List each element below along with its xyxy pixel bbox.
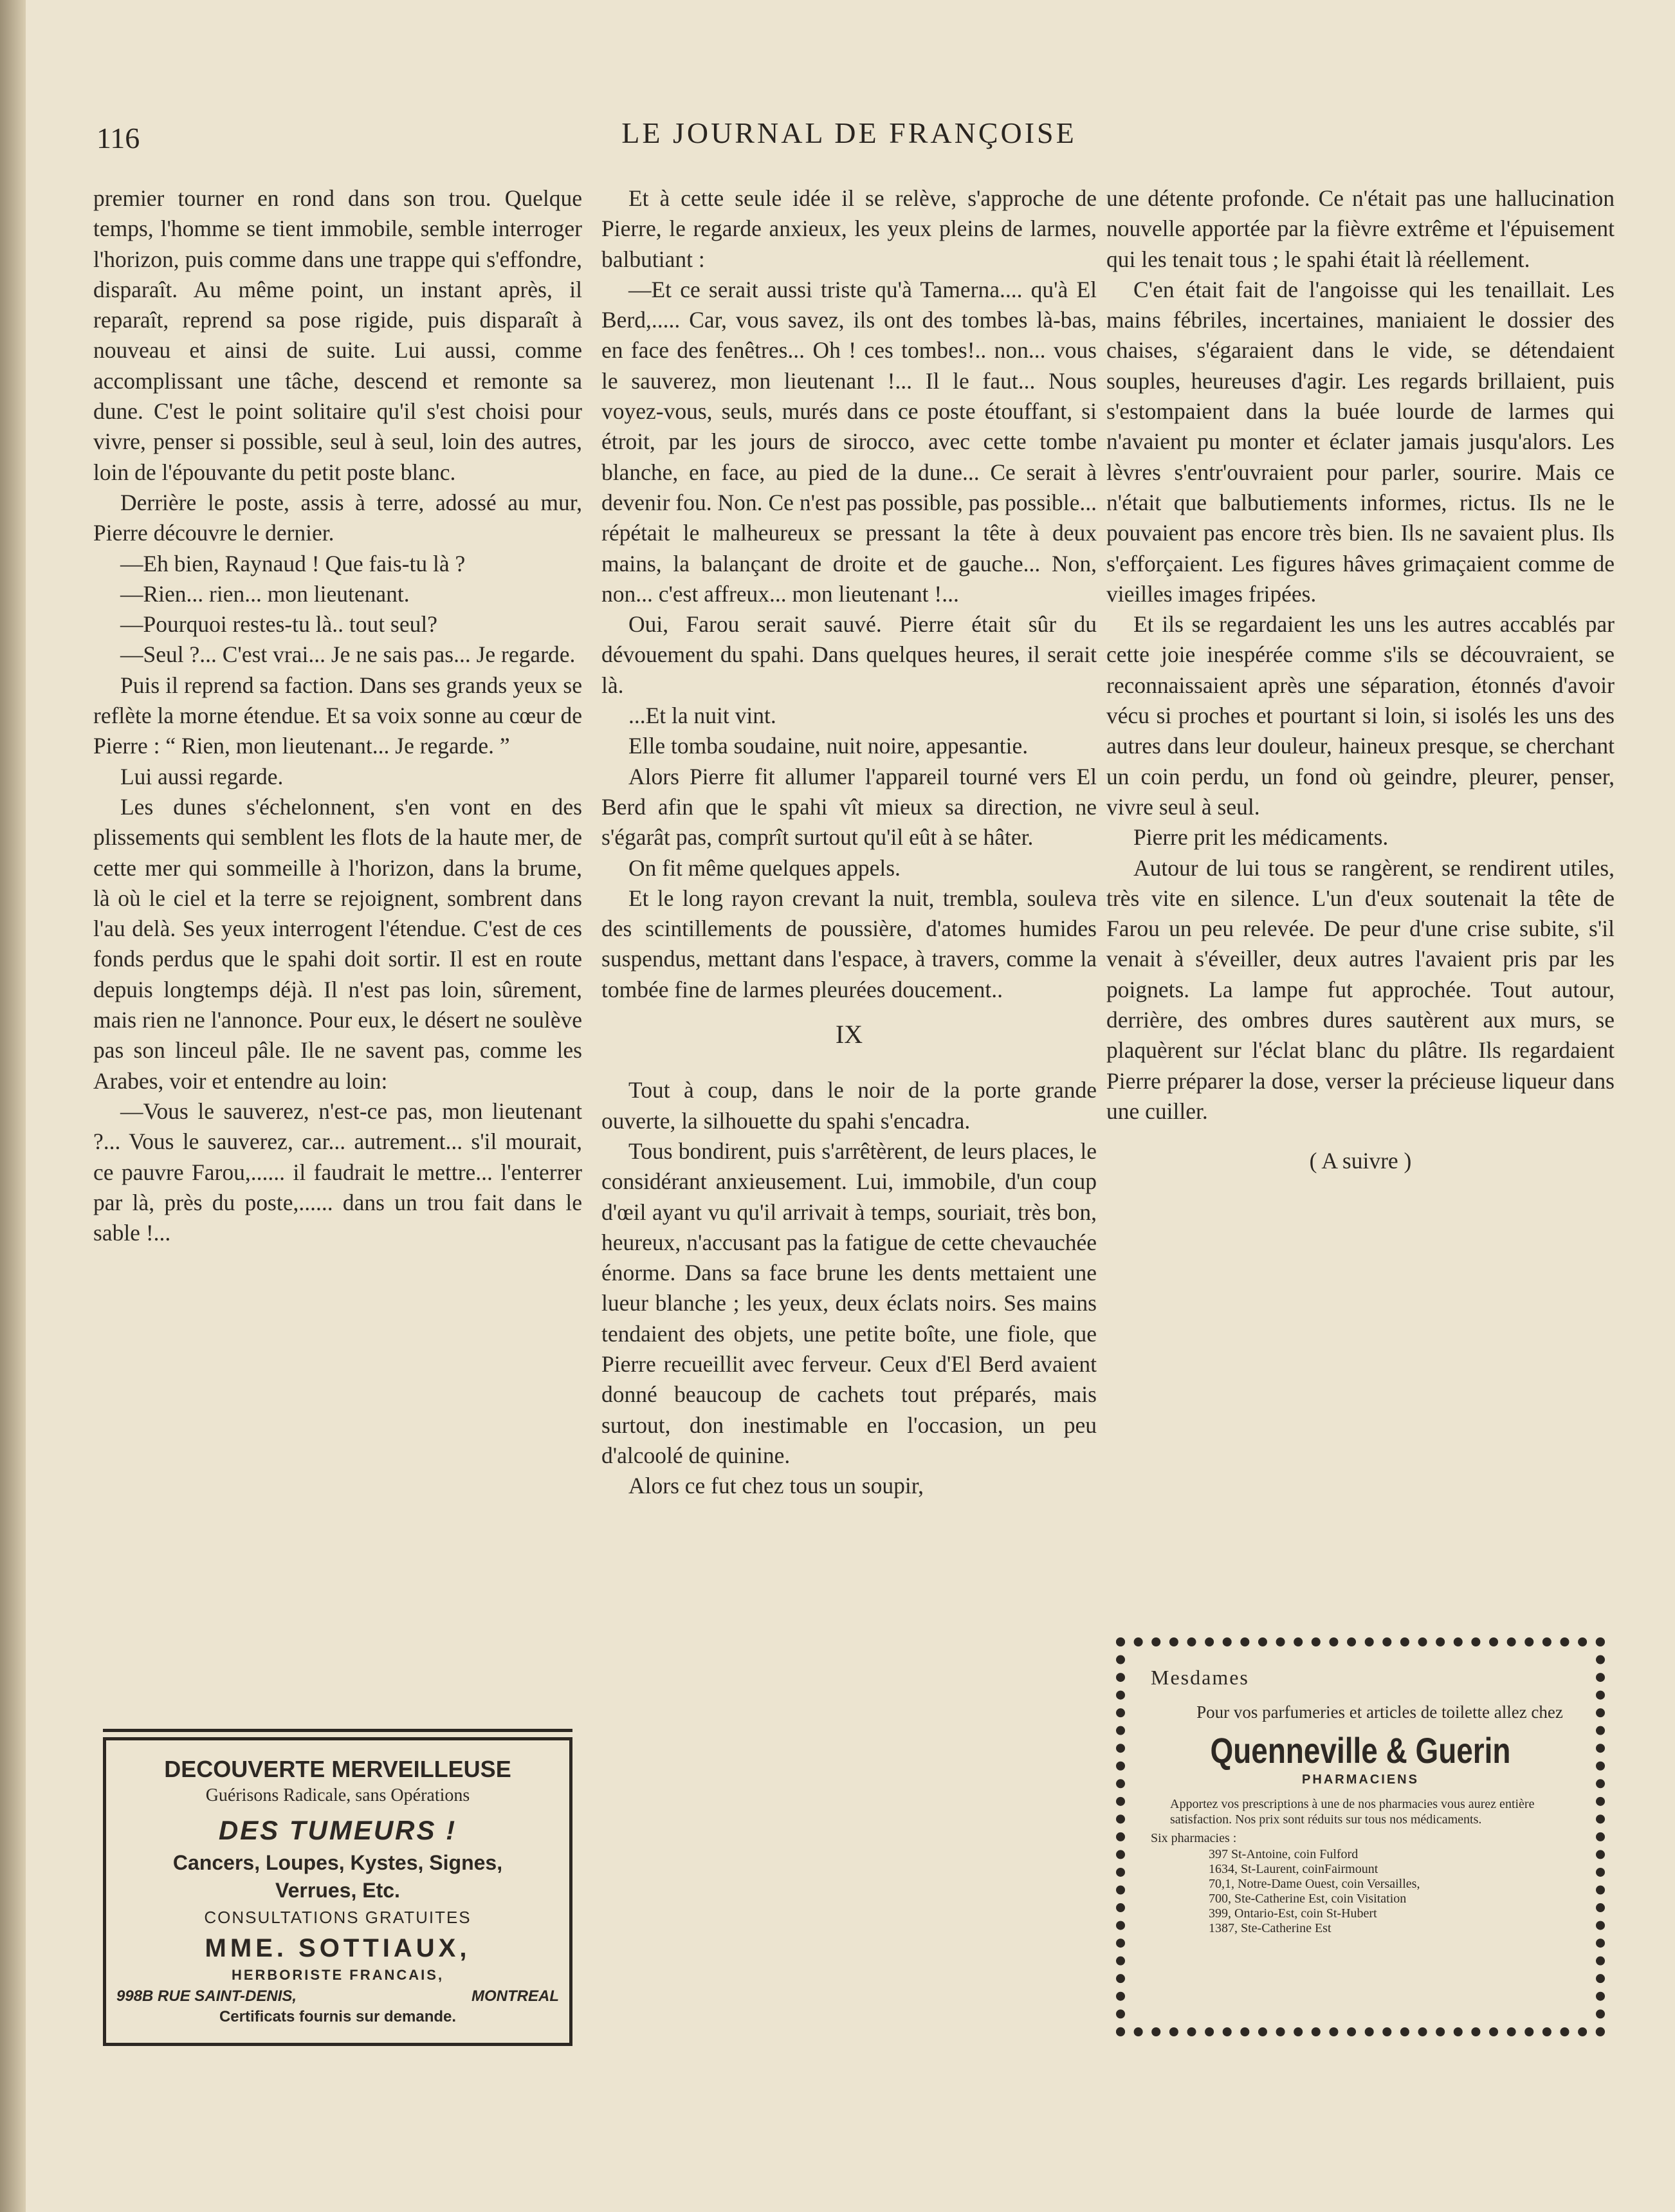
ad-name: MME. SOTTIAUX, bbox=[205, 1934, 471, 1962]
ad-city: MONTREAL bbox=[471, 1987, 559, 2005]
ad-locations bbox=[1151, 1847, 1570, 1936]
paragraph: Et à cette seule idée il se relève, s'approche de Pierre, le regarde anxieux, les yeux pleins de larmes, balbutiant : bbox=[601, 185, 1097, 272]
ad-mesdames: Mesdames bbox=[1151, 1666, 1249, 1689]
ad-address-row bbox=[116, 1987, 559, 2005]
paragraph: Et le long rayon crevant la nuit, trembla, souleva des scintillements de poussière, d'atomes humides suspendus, mettant dans l'espace, à travers, comme la tombée fine de larmes pleurées doucement.. bbox=[601, 885, 1097, 1002]
advertisement-sottiaux bbox=[103, 1737, 572, 2046]
list-item: 397 St-Antoine, coin Fulford bbox=[1209, 1847, 1359, 1861]
page-gutter bbox=[0, 0, 26, 2212]
ad-pharmaciens: PHARMACIENS bbox=[1302, 1773, 1419, 1787]
advertisement-quenneville bbox=[1116, 1637, 1605, 2036]
ad-brand: Quenneville & Guerin bbox=[1210, 1730, 1511, 1771]
list-item: 1387, Ste-Catherine Est bbox=[1209, 1921, 1332, 1935]
ad-consultations: CONSULTATIONS GRATUITES bbox=[204, 1908, 471, 1927]
paragraph: une détente profonde. Ce n'était pas une hallucination nouvelle apportée par la fièvre extrême et l'épuisement qui les tenait tous ; le spahi était là réellement. bbox=[1106, 185, 1615, 272]
paragraph: Derrière le poste, assis à terre, adossé au mur, Pierre découvre le dernier. bbox=[93, 489, 582, 546]
journal-title: LE JOURNAL DE FRANÇOISE bbox=[621, 116, 1077, 149]
paragraph: Et ils se regardaient les uns les autres accablés par cette joie inespérée comme s'ils se découvraient, se reconnaissaient après une séparation, étonnés d'avoir vécu si proches et pourtant si loin, si isolés les uns des autres dans leur douleur, haineux presque, se cherchant un coin perdu, un fond où geindre, pleurer, penser, vivre seul à seul. bbox=[1106, 611, 1615, 820]
paragraph: ...Et la nuit vint. bbox=[628, 703, 776, 729]
paragraph: Tout à coup, dans le noir de la porte grande ouverte, la silhouette du spahi s'encadra. bbox=[601, 1077, 1097, 1134]
ad-conditions-1: Cancers, Loupes, Kystes, Signes, bbox=[172, 1851, 503, 1874]
ad-address: 998B RUE SAINT-DENIS, bbox=[116, 1987, 297, 2005]
paragraph: Oui, Farou serait sauvé. Pierre était sûr du dévouement du spahi. Dans quelques heures, il serait là. bbox=[601, 611, 1097, 698]
paragraph: Elle tomba soudaine, nuit noire, appesantie. bbox=[628, 733, 1029, 759]
ad-headline: DECOUVERTE MERVEILLEUSE bbox=[164, 1756, 511, 1782]
paragraph: —Pourquoi restes-tu là.. tout seul? bbox=[120, 611, 437, 638]
chapter-heading: IX bbox=[835, 1020, 863, 1049]
paragraph: Les dunes s'échelonnent, s'en vont en des plissements qui semblent les flots de la haute mer, de cette mer qui sommeille à l'horizon, dans la brume, là où le ciel et la terre se rejoignent, sombrent dans l'au delà. Ses yeux interrogent l'étendue. C'est de ces fonds perdus que le spahi doit sortir. Il est en route depuis longtemps déjà. Il n'est pas loin, sûrement, mais rien ne l'annonce. Pour eux, le désert ne soulève pas son linceul pâle. Ile ne savent pas, comme les Arabes, voir et entendre au loin: bbox=[93, 793, 582, 1094]
ad-intro: Pour vos parfumeries et articles de toilette allez chez bbox=[1196, 1702, 1563, 1722]
list-item: 399, Ontario-Est, coin St-Hubert bbox=[1209, 1906, 1377, 1921]
page-header bbox=[96, 116, 1602, 161]
paragraph: Alors ce fut chez tous un soupir, bbox=[628, 1473, 924, 1499]
paragraph: Pierre prit les médicaments. bbox=[1133, 824, 1389, 851]
paragraph: Tous bondirent, puis s'arrêtèrent, de leurs places, le considérant anxieusement. Lui, immobile, d'un coup d'œil ayant vu qu'il arrivait à temps, souriait, très bon, heureux, n'accusant pas la fatigue de cette chevauchée énorme. Dans sa face brune les dents mettaient une lueur blanche ; les yeux, deux éclats noirs. Ses mains tendaient des objets, une petite boîte, une fiole, que Pierre recueillit avec ferveur. Ceux d'El Berd avaient donné beaucoup de cachets tout préparés, mais surtout, don inestimable en l'occasion, un peu d'alcoolé de quinine. bbox=[601, 1138, 1097, 1468]
paragraph: —Vous le sauverez, n'est-ce pas, mon lieutenant ?... Vous le sauverez, car... autrement... s'il mourait, ce pauvre Farou,...... il faudrait le mettre... l'enterrer par là, près du poste,...... dans un trou fait dans le sable !... bbox=[93, 1098, 582, 1246]
paragraph: Autour de lui tous se rangèrent, se rendirent utiles, très vite en silence. L'un d'eux soutenait la tête de Farou un peu relevée. De peur d'une crise subite, s'il venait à s'éveiller, deux autres l'avaient pris par les poignets. La lampe fut approchée. Tout autour, derrière, des ombres dures sautèrent aux murs, se plaquèrent sur l'éclat blanc du plâtre. Ils regardaient Pierre préparer la dose, verser la précieuse liqueur dans une cuiller. bbox=[1106, 854, 1615, 1124]
text-column-2 bbox=[601, 183, 1097, 2152]
paragraph: —Seul ?... C'est vrai... Je ne sais pas... Je regarde. bbox=[120, 641, 576, 668]
ad-subline: Guérisons Radicale, sans Opérations bbox=[205, 1785, 470, 1805]
paragraph: Lui aussi regarde. bbox=[120, 763, 284, 789]
paragraph: —Et ce serait aussi triste qu'à Tamerna.... qu'à El Berd,..... Car, vous savez, ils ont des tombes là-bas, en face des fenêtres... Oh ! ces tombes!.. non... vous le sauverez, mon lieutenant !... Il le faut... Nous voyez-vous, seuls, murés dans ce poste étouffant, si étroit, par les jours de sirocco, avec cette tombe blanche, en face, au pied de la dune... Ce serait à devenir fou. Non. Ce n'est pas possible, pas possible... répétait le malheureux se pressant la tête à deux mains, la balançant de droite et de gauche... Non, non... c'est affreux... mon lieutenant !... bbox=[601, 276, 1097, 607]
ad-certificats: Certificats fournis sur demande. bbox=[219, 2008, 457, 2025]
list-item: 700, Ste-Catherine Est, coin Visitation bbox=[1209, 1892, 1407, 1906]
paragraph: C'en était fait de l'angoisse qui les tenaillait. Les mains fébriles, incertaines, maniaient le dossier des chaises, s'égaraient dans le vide, se détendaient souples, heureuses d'agir. Les regards brillaient, puis s'estompaient dans la buée lourde de larmes qui n'avaient pu monter et éclater jamais jusqu'alors. Les lèvres s'entr'ouvraient pour parler, sourire. Mais ce n'était que balbutiements informes, rictus. Ils ne le pouvaient pas encore très bien. Ils ne savaient plus. Ils s'efforçaient. Les figures hâves grimaçaient comme de vieilles images fripées. bbox=[1106, 276, 1615, 607]
paragraph: —Rien... rien... mon lieutenant. bbox=[120, 580, 410, 607]
ad-profession: HERBORISTE FRANCAIS, bbox=[231, 1967, 444, 1983]
paragraph: premier tourner en rond dans son trou. Quelque temps, l'homme se tient immobile, semble interroger l'horizon, puis comme dans une trappe qui s'effondre, disparaît. Au même point, un instant après, il reparaît, reprend sa pose rigide, puis disparaît à nouveau et ainsi de suite. Lui aussi, comme accomplissant une tâche, descend et remonte sa dune. C'est le point solitaire qu'il s'est choisi pour vivre, penser si possible, seul à seul, loin des autres, loin de l'épouvante du petit poste blanc. bbox=[93, 185, 582, 485]
paragraph: —Eh bien, Raynaud ! Que fais-tu là ? bbox=[120, 550, 466, 576]
paragraph: Alors Pierre fit allumer l'appareil tourné vers El Berd afin que le spahi vît mieux sa direction, ne s'égarât pas, comprît surtout qu'il eût à se hâter. bbox=[601, 763, 1097, 851]
paragraph: Puis il reprend sa faction. Dans ses grands yeux se reflète la morne étendue. Et sa voix sonne au cœur de Pierre : “ Rien, mon lieutenant... Je regarde. ” bbox=[93, 672, 582, 759]
paragraph: On fit même quelques appels. bbox=[628, 854, 901, 881]
ad-note: Apportez vos prescriptions à une de nos pharmacies vous aurez entière satisfaction. Nos prix sont réduits sur tous nos médicaments. bbox=[1170, 1797, 1535, 1827]
list-item: 1634, St-Laurent, coinFairmount bbox=[1209, 1862, 1378, 1876]
to-be-continued: ( A suivre ) bbox=[1309, 1148, 1412, 1174]
page-number: 116 bbox=[96, 122, 140, 154]
ad-conditions-2: Verrues, Etc. bbox=[275, 1879, 400, 1902]
list-item: 70,1, Notre-Dame Ouest, coin Versailles, bbox=[1209, 1877, 1420, 1891]
ad-tumeurs: DES TUMEURS ! bbox=[218, 1815, 457, 1845]
ad-six-pharmacies: Six pharmacies : bbox=[1151, 1831, 1237, 1845]
